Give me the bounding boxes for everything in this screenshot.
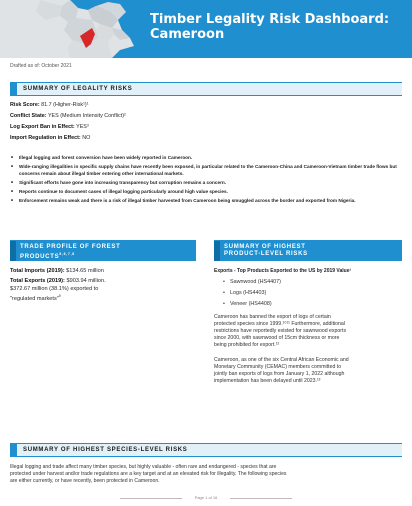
header-banner <box>0 0 412 58</box>
list-item: • Veneer (HS4408) <box>222 299 281 310</box>
trade-profile-header <box>10 240 196 261</box>
risk-score-row <box>10 101 89 109</box>
paragraph-line: protected species since 1999.¹⁰¹¹ Furthermore, additional <box>214 321 345 327</box>
paragraph-line: Monetary Community (CEMAC) members committed to <box>214 364 342 370</box>
section-accent <box>10 444 17 456</box>
trade-heading-line-2 <box>20 251 170 261</box>
log-export-ban-label: Log Export Ban in Effect: <box>10 124 75 130</box>
exports-detail-text: "regulated markets" <box>10 295 59 302</box>
list-item: • Illegal logging and forest conversion have been widely reported in Cameroon. <box>10 155 402 162</box>
list-item: • Sawnwood (HS4407) <box>222 277 281 288</box>
risk-score-value: 81.7 (Higher-Risk¹)¹ <box>41 102 89 108</box>
title-line-1: Timber Legality Risk Dashboard: <box>150 12 390 27</box>
drafted-date: Drafted as of: October 2021 <box>10 63 72 69</box>
exports-detail-line-2 <box>10 293 200 303</box>
trade-heading-sup: 5,6,7,8 <box>59 252 75 256</box>
product-risk-heading <box>224 244 374 258</box>
trade-heading-text: PRODUCTS <box>20 254 60 260</box>
trade-heading-line-1: TRADE PROFILE OF FOREST <box>20 244 121 250</box>
total-imports-label: Total Imports (2019): <box>10 268 65 274</box>
section-accent <box>10 241 16 261</box>
log-export-ban-value: YES³ <box>76 124 89 130</box>
paragraph-line: protected under harvest and/or trade regulations are a key target and at an elevated risk for illegality. The following species <box>10 471 287 477</box>
species-section-header <box>10 443 402 457</box>
species-paragraph <box>10 464 404 485</box>
product-heading-line-2: PRODUCT-LEVEL RISKS <box>224 251 308 257</box>
species-heading: SUMMARY OF HIGHEST SPECIES-LEVEL RISKS <box>23 447 188 453</box>
paragraph-line: being prohibited for export.¹² <box>214 342 280 348</box>
import-regulation-value: NO <box>82 135 91 141</box>
trade-profile-heading <box>20 244 170 261</box>
paragraph-line: Illegal logging and trade affect many timber species, but highly valuable - often rare and endangered - species that are <box>10 464 277 470</box>
import-regulation-label: Import Regulation in Effect: <box>10 135 81 141</box>
footer-rule-left <box>120 498 182 499</box>
exports-detail-line-1: $372.67 million (38.1%) exported to <box>10 285 99 292</box>
list-item: • Significant efforts have gone into increasing transparency but corruption remains a concern. <box>10 180 402 187</box>
paragraph-line: since 2000, with sawnwood of 15cm thickness or more <box>214 335 340 341</box>
paragraph-line: jointly ban exports of logs from January 1, 2022 although <box>214 371 345 377</box>
list-item: • Enforcement remains weak and there is a risk of illegal timber harvested from Cameroon being smuggled across the border and exported from Nigeria. <box>10 198 402 205</box>
legality-bullet-list <box>10 155 402 207</box>
list-item: • Reports continue to document cases of illegal logging particularly around high value species. <box>10 189 402 196</box>
paragraph-line: are either currently, or have recently, been protected in Cameroon. <box>10 478 160 484</box>
total-imports-value: $134.65 million <box>66 268 104 274</box>
paragraph-line: Cameroon, as one of the six Central African Economic and <box>214 357 349 363</box>
paragraph-line: implementation has been delayed until 2023.¹³ <box>214 378 321 384</box>
title-line-2: Cameroon <box>150 27 225 42</box>
list-item: • Wide-ranging illegalities in specific supply chains have recently been exposed, in particular related to the Cameroon-China and Cameroon-Vietnam timber trade flows but concerns remain about illegal timber entering other international markets. <box>10 164 402 177</box>
total-exports-value: $903.94 million. <box>66 278 106 284</box>
product-heading-line-1: SUMMARY OF HIGHEST <box>224 244 306 250</box>
product-subheading: Exports - Top Products Exported to the US by 2019 Value¹ <box>214 268 352 274</box>
section-accent <box>214 241 220 261</box>
product-paragraph-2 <box>214 357 404 385</box>
legality-section-header <box>10 82 402 96</box>
legality-heading: SUMMARY OF LEGALITY RISKS <box>23 86 133 92</box>
paragraph-line: Cameroon has banned the export of logs of certain <box>214 314 331 320</box>
footer-rule-right <box>230 498 292 499</box>
product-risk-header <box>214 240 402 261</box>
footer <box>0 495 412 503</box>
product-paragraph-1 <box>214 314 404 349</box>
log-export-ban-row <box>10 123 89 131</box>
conflict-state-row <box>10 112 126 120</box>
conflict-state-label: Conflict State: <box>10 113 47 119</box>
africa-map-icon <box>0 0 150 58</box>
import-regulation-row <box>10 134 90 142</box>
page-title <box>150 12 405 42</box>
page-number: Page 1 of 16 <box>194 495 218 500</box>
risk-score-label: Risk Score: <box>10 102 40 108</box>
conflict-state-value: YES (Medium Intensity Conflict)² <box>47 113 126 119</box>
total-exports-row <box>10 278 200 303</box>
product-list <box>222 277 281 310</box>
total-imports-row <box>10 267 104 275</box>
exports-detail-sup: 9 <box>58 294 61 298</box>
total-exports-line <box>10 278 200 286</box>
paragraph-line: restrictions have reportedly existed for sawnwood exports <box>214 328 347 334</box>
total-exports-label: Total Exports (2019): <box>10 278 65 284</box>
list-item: • Logs (HS4403) <box>222 288 281 299</box>
section-accent <box>10 83 17 95</box>
